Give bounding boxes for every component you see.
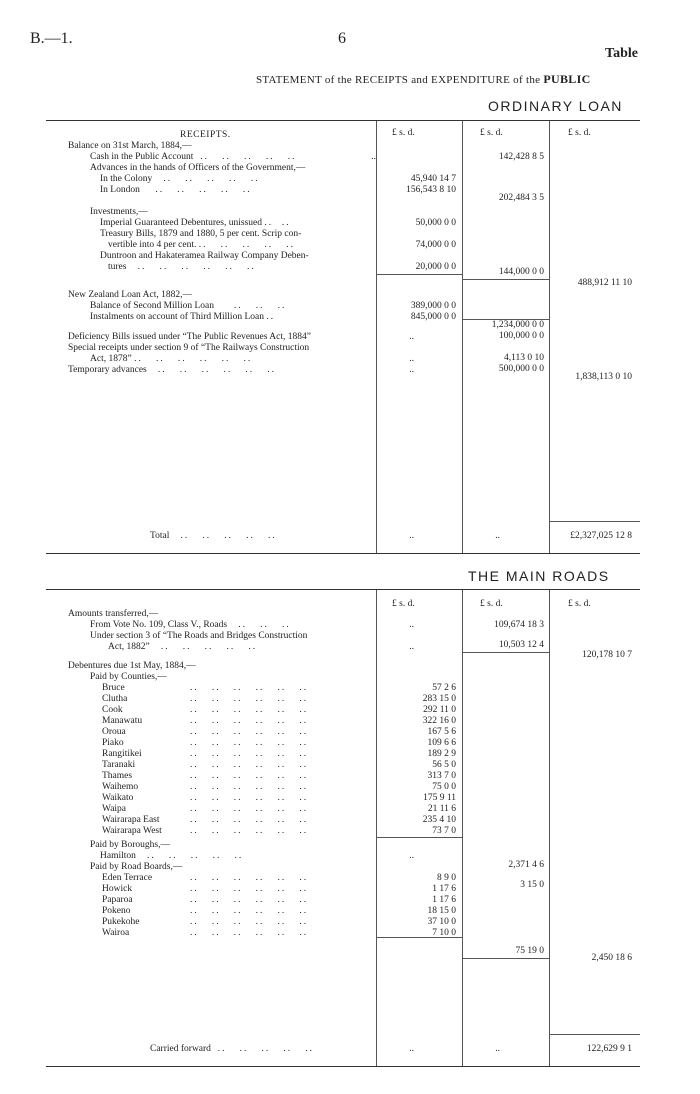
line: Instalments on account of Third Million Loan ..: [90, 312, 276, 322]
column-divider: [549, 121, 550, 553]
line: In the Colony .. .. .. .. ..: [100, 174, 260, 184]
line: Cash in the Public Account .. .. .. .. ..: [90, 152, 297, 162]
line: Advances in the hands of Officers of the Government,—: [90, 163, 306, 173]
line-text: Imperial Guaranteed Debentures, unissued: [100, 218, 262, 228]
carried-forward-amount: 122,629 9 1: [586, 1044, 632, 1054]
amount: 389,000 0 0: [410, 301, 456, 311]
line-text: Cash in the Public Account: [90, 152, 194, 162]
amount: 142,428 8 5: [498, 152, 544, 162]
list-item: Piako .. .. .. .. .. ..: [102, 738, 309, 748]
item-amount: 75 0 0: [432, 782, 456, 792]
line: Under section 3 of “The Roads and Bridges Construction: [90, 631, 308, 641]
item-name: Manawatu: [102, 716, 143, 726]
rule: [549, 1034, 640, 1035]
item-amount: 18 15 0: [427, 906, 456, 916]
table-label: Table: [605, 46, 638, 61]
main-roads-title: THE MAIN ROADS: [468, 568, 610, 584]
page-number: 6: [338, 30, 346, 47]
line: Balance on 31st March, 1884,—: [68, 141, 192, 151]
list-item: Howick .. .. .. .. .. ..: [102, 884, 309, 894]
carried-forward-label: Carried forward .. .. .. .. ..: [150, 1044, 314, 1054]
amount: 3 15 0: [520, 880, 544, 890]
rule: [462, 319, 549, 320]
line: Paid by Road Boards,—: [90, 862, 183, 872]
line: Treasury Bills, 1879 and 1880, 5 per cent. Scrip con-: [100, 229, 302, 239]
amount: 100,000 0 0: [498, 331, 544, 341]
line: Investments,—: [90, 207, 148, 217]
amount: 2,371 4 6: [508, 860, 544, 870]
ditto-dots: ..: [409, 365, 414, 375]
list-item: Wairoa .. .. .. .. .. ..: [102, 928, 309, 938]
item-name: Howick: [102, 884, 133, 894]
amount: 845,000 0 0: [410, 312, 456, 322]
list-item: Wairarapa West .. .. .. .. .. ..: [102, 826, 309, 836]
line-text: From Vote No. 109, Class V., Roads: [90, 620, 228, 630]
item-name: Cook: [102, 705, 123, 715]
ditto-dots: ..: [409, 620, 414, 630]
list-item: Paparoa .. .. .. .. .. ..: [102, 895, 309, 905]
amount: 202,484 3 5: [498, 193, 544, 203]
list-item: Taranaki .. .. .. .. .. ..: [102, 760, 309, 770]
item-name: Paparoa: [102, 895, 133, 905]
list-item: Manawatu .. .. .. .. .. ..: [102, 716, 309, 726]
line: Balance of Second Million Loan .. .. ..: [90, 301, 287, 311]
item-name: Taranaki: [102, 760, 136, 770]
column-divider: [549, 590, 550, 1066]
line-text: Hamilton: [100, 851, 136, 861]
amount: 144,000 0 0: [498, 267, 544, 277]
item-amount: 189 2 9: [427, 749, 456, 759]
line: Debentures due 1st May, 1884,—: [68, 661, 196, 671]
item-amount: 109 6 6: [427, 738, 456, 748]
rule: [376, 937, 462, 938]
line-text: Carried forward: [150, 1044, 211, 1054]
item-amount: 167 5 6: [427, 727, 456, 737]
rule: [462, 958, 549, 959]
amount: 1,838,113 0 10: [575, 372, 632, 382]
statement-title: [256, 72, 591, 87]
item-name: Wairoa: [102, 928, 130, 938]
column-header: £ s. d.: [480, 128, 503, 138]
item-name: Pokeno: [102, 906, 131, 916]
item-amount: 57 2 6: [432, 683, 456, 693]
amount: 156,543 8 10: [406, 185, 456, 195]
item-amount: 8 9 0: [437, 873, 456, 883]
amount: 50,000 0 0: [415, 218, 456, 228]
list-item: Thames .. .. .. .. .. ..: [102, 771, 309, 781]
line: Paid by Counties,—: [90, 672, 167, 682]
total-amount: £2,327,025 12 8: [570, 531, 632, 541]
list-item: Oroua .. .. .. .. .. ..: [102, 727, 309, 737]
line-text: vertible into 4 per cent.: [108, 240, 197, 250]
line: New Zealand Loan Act, 1882,—: [68, 290, 192, 300]
item-amount: 322 16 0: [422, 716, 456, 726]
item-name: Waihemo: [102, 782, 139, 792]
item-amount: 56 5 0: [432, 760, 456, 770]
line-text: Act, 1882”: [108, 642, 150, 652]
line-text: Balance of Second Million Loan: [90, 301, 214, 311]
rule: [376, 837, 462, 838]
column-divider: [462, 590, 463, 1066]
ditto-dots: ..: [409, 531, 414, 541]
receipts-heading: RECEIPTS.: [180, 130, 231, 140]
rule: [462, 279, 549, 280]
column-header: £ s. d.: [480, 599, 503, 609]
column-header: £ s. d.: [392, 128, 415, 138]
line: Amounts transferred,—: [68, 609, 159, 619]
line: From Vote No. 109, Class V., Roads .. .. ..: [90, 620, 291, 630]
ditto-dots: ..: [371, 152, 376, 162]
line-text: tures: [108, 262, 127, 272]
line-text: Instalments on account of Third Million Loan: [90, 312, 264, 322]
column-divider: [376, 590, 377, 1066]
amount: 20,000 0 0: [415, 262, 456, 272]
list-item: Clutha .. .. .. .. .. ..: [102, 694, 309, 704]
item-name: Wairarapa East: [102, 815, 160, 825]
ordinary-loan-table: [46, 120, 640, 554]
item-amount: 292 11 0: [423, 705, 456, 715]
item-amount: 313 7 0: [427, 771, 456, 781]
ditto-dots: ..: [495, 531, 500, 541]
document-reference: B.—1.: [30, 30, 73, 47]
line-text: In the Colony: [100, 174, 153, 184]
list-item: Wairarapa East .. .. .. .. .. ..: [102, 815, 309, 825]
line: Paid by Boroughs,—: [90, 840, 170, 850]
line: Special receipts under section 9 of “The Railways Construction: [68, 343, 310, 353]
item-amount: 21 11 6: [427, 804, 456, 814]
item-amount: 283 15 0: [422, 694, 456, 704]
line: Temporary advances .. .. .. .. .. ..: [68, 365, 276, 375]
line: Imperial Guaranteed Debentures, unissued .. ..: [100, 218, 291, 228]
item-name: Bruce: [102, 683, 125, 693]
column-divider: [462, 121, 463, 553]
ditto-dots: ..: [409, 642, 414, 652]
line-text: Act, 1878”: [90, 354, 132, 364]
ditto-dots: ..: [409, 851, 414, 861]
amount: 2,450 18 6: [591, 953, 632, 963]
item-name: Waipa: [102, 804, 127, 814]
list-item: Waipa .. .. .. .. .. ..: [102, 804, 309, 814]
rule: [549, 521, 640, 522]
item-amount: 73 7 0: [432, 826, 456, 836]
ditto-dots: ..: [409, 1044, 414, 1054]
list-item: Waikato .. .. .. .. .. ..: [102, 793, 309, 803]
amount: 1,234,000 0 0: [491, 320, 544, 330]
item-amount: 235 4 10: [422, 815, 456, 825]
item-name: Pukekohe: [102, 917, 140, 927]
line: vertible into 4 per cent. .. .. .. .. ..: [108, 240, 295, 250]
item-name: Oroua: [102, 727, 126, 737]
line: Act, 1878” .. .. .. .. .. ..: [90, 354, 253, 364]
line-text: Temporary advances: [68, 365, 147, 375]
amount: 4,113 0 10: [503, 353, 544, 363]
item-name: Rangitikei: [102, 749, 142, 759]
column-divider: [376, 121, 377, 553]
line: Duntroon and Hakateramea Railway Company Deben-: [100, 251, 309, 261]
amount: 74,000 0 0: [415, 240, 456, 250]
ditto-dots: ..: [409, 332, 414, 342]
item-name: Piako: [102, 738, 124, 748]
ditto-dots: ..: [495, 1044, 500, 1054]
total-label: Total .. .. .. .. ..: [150, 531, 277, 541]
ordinary-loan-title: ORDINARY LOAN: [488, 98, 623, 114]
item-amount: 7 10 0: [432, 928, 456, 938]
column-header: £ s. d.: [568, 128, 591, 138]
line: Deficiency Bills issued under “The Public Revenues Act, 1884”: [68, 332, 311, 342]
line: tures .. .. .. .. .. ..: [108, 262, 256, 272]
line: In London .. .. .. .. ..: [100, 185, 252, 195]
rule: [376, 274, 462, 275]
line: Hamilton .. .. .. .. ..: [100, 851, 244, 861]
list-item: Rangitikei .. .. .. .. .. ..: [102, 749, 309, 759]
item-amount: 1 17 6: [432, 895, 456, 905]
column-header: £ s. d.: [568, 599, 591, 609]
statement-bold: PUBLIC: [543, 72, 591, 86]
list-item: Cook .. .. .. .. .. ..: [102, 705, 309, 715]
list-item: Pukekohe .. .. .. .. .. ..: [102, 917, 309, 927]
amount: 500,000 0 0: [498, 364, 544, 374]
ditto-dots: ..: [409, 354, 414, 364]
line: Act, 1882” .. .. .. .. ..: [108, 642, 258, 652]
amount: 10,503 12 4: [498, 640, 544, 650]
list-item: Bruce .. .. .. .. .. ..: [102, 683, 309, 693]
line-text: In London: [100, 185, 140, 195]
list-item: Eden Terrace .. .. .. .. .. ..: [102, 873, 309, 883]
item-name: Wairarapa West: [102, 826, 162, 836]
item-amount: 175 9 11: [423, 793, 456, 803]
amount: 75 19 0: [515, 946, 544, 956]
amount: 120,178 10 7: [582, 650, 632, 660]
main-roads-table: [46, 589, 640, 1067]
item-name: Clutha: [102, 694, 128, 704]
rule: [462, 652, 549, 653]
column-header: £ s. d.: [392, 599, 415, 609]
item-amount: 1 17 6: [432, 884, 456, 894]
amount: 45,940 14 7: [410, 174, 456, 184]
statement-prefix: STATEMENT of the RECEIPTS and EXPENDITURE of the: [256, 74, 541, 86]
item-amount: 37 10 0: [427, 917, 456, 927]
item-name: Thames: [102, 771, 133, 781]
line-text: Total: [150, 531, 170, 541]
amount: 109,674 18 3: [494, 620, 544, 630]
item-name: Waikato: [102, 793, 134, 803]
item-name: Eden Terrace: [102, 873, 153, 883]
list-item: Pokeno .. .. .. .. .. ..: [102, 906, 309, 916]
list-item: Waihemo .. .. .. .. .. ..: [102, 782, 309, 792]
amount: 488,912 11 10: [577, 278, 632, 288]
